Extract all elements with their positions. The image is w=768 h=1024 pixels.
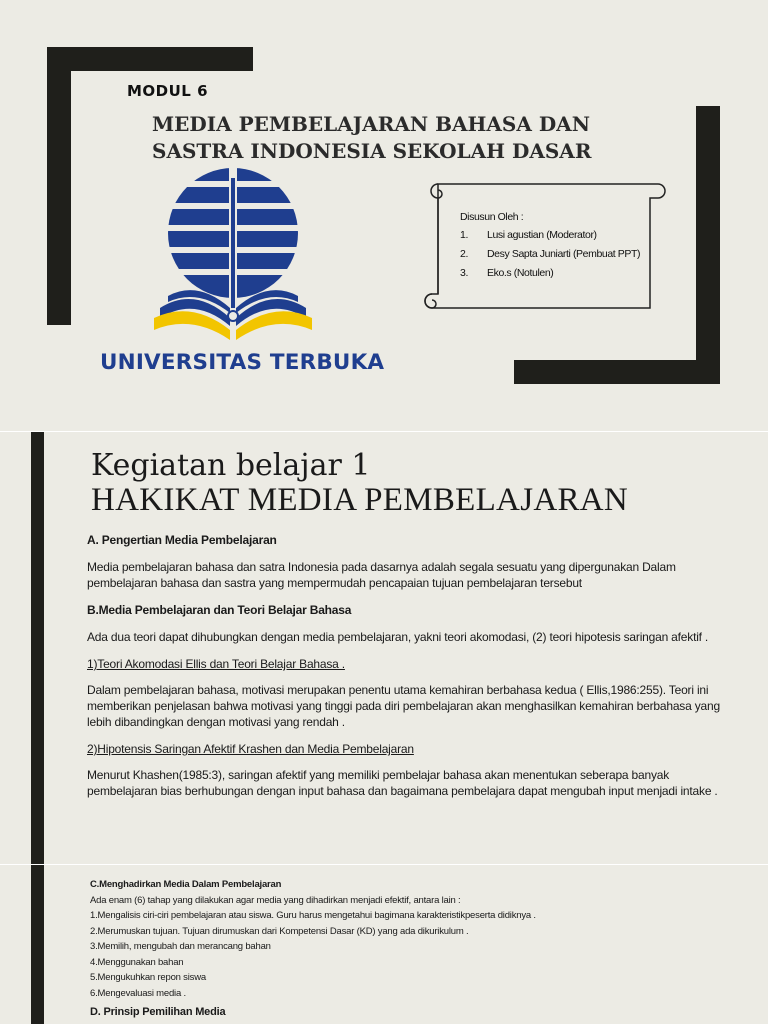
subsection-1-text: Dalam pembelajaran bahasa, motivasi merupakan penentu utama kemahiran berbahasa kedua ( Ellis,1986:255). Teori ini memberikan penjelasan bahwa motivasi yang tinggi pada diri pembelajaran akan menghasilkan kemahiran berbahasa yang lebih dibandingkan dengan motivasi yang rendah . (87, 683, 720, 729)
content-slide-2 (0, 865, 768, 1024)
subsection-1-heading: 1)Teori Akomodasi Ellis dan Teori Belajar Bahasa . (87, 657, 345, 671)
content-slide-1 (0, 432, 768, 864)
section-a-text: Media pembelajaran bahasa dan satra Indonesia pada dasarnya adalah segala sesuatu yang dipergunakan Dalam pembelajaran bahasa dan sastra yang mempermudah pencapaian tujuan pembelajaran tersebut (87, 560, 676, 590)
step-item: 1.Mengalisis ciri-ciri pembelajaran atau siswa. Guru harus mengetahui bagimana karakteristikpeserta didiknya . (90, 910, 536, 921)
credits-item-name: Lusi agustian (Moderator) (487, 229, 597, 241)
subsection-2-text: Menurut Khashen(1985:3), saringan afektif yang memiliki pembelajar bahasa akan menentukan seberapa banyak pembelajaran bias berhubungan dengan input bahasa dan bagaimana pembelajara dapat mengubah input menjadi intake . (87, 768, 718, 798)
university-name: UNIVERSITAS TERBUKA (100, 350, 385, 375)
section-c-heading: C.Menghadirkan Media Dalam Pembelajaran (90, 879, 282, 890)
step-item: 6.Mengevaluasi media . (90, 987, 186, 999)
slide-accent-bar (31, 432, 44, 864)
step-item: 4.Menggunakan bahan (90, 956, 184, 968)
credits-item (460, 229, 640, 248)
slide-title-line-2: HAKIKAT MEDIA PEMBELAJARAN (91, 482, 629, 518)
slide-title (152, 111, 591, 165)
credits-item (460, 248, 640, 267)
credits-item-number: 3. (460, 267, 468, 279)
section-c-intro: Ada enam (6) tahap yang dilakukan agar media yang dihadirkan menjadi efektif, antara lain : (90, 894, 461, 906)
credits-item (460, 267, 640, 286)
frame-corner-bottom-right-vertical (696, 106, 720, 384)
section-a-heading: A. Pengertian Media Pembelajaran (87, 533, 277, 547)
section-b-heading: B.Media Pembelajaran dan Teori Belajar Bahasa (87, 603, 352, 617)
slide-title-line-1: Kegiatan belajar 1 (91, 448, 371, 483)
frame-corner-bottom-right (514, 360, 720, 384)
credits-item-name: Desy Sapta Juniarti (Pembuat PPT) (487, 248, 641, 260)
frame-corner-top-left (47, 47, 253, 71)
slide-title-line-1: MEDIA PEMBELAJARAN BAHASA DAN (152, 112, 590, 136)
slide-title (91, 449, 628, 517)
slide-body (90, 877, 710, 1021)
step-item: 2.Merumuskan tujuan. Tujuan dirumuskan dari Kompetensi Dasar (KD) yang ada dikurikulum . (90, 925, 469, 937)
credits-item-number: 1. (460, 229, 468, 241)
credits-heading: Disusun Oleh : (460, 211, 524, 223)
section-b-text: Ada dua teori dapat dihubungkan dengan media pembelajaran, yakni teori akomodasi, (2) teori hipotesis saringan afektif . (87, 630, 709, 644)
slide-accent-bar (31, 865, 44, 1024)
frame-corner-top-left-vertical (47, 47, 71, 325)
university-logo-icon (150, 168, 314, 348)
step-item: 3.Memilih, mengubah dan merancang bahan (90, 941, 271, 952)
section-d-heading: D. Prinsip Pemilihan Media (90, 1006, 226, 1018)
credits-list (460, 211, 640, 286)
step-item: 5.Mengukuhkan repon siswa (90, 972, 206, 983)
title-slide (0, 0, 768, 431)
subsection-2-heading: 2)Hipotensis Saringan Afektif Krashen dan Media Pembelajaran (87, 742, 414, 756)
module-label: MODUL 6 (127, 82, 209, 100)
credits-item-number: 2. (460, 248, 468, 260)
credits-item-name: Eko.s (Notulen) (487, 267, 554, 279)
slide-title-line-2: SASTRA INDONESIA SEKOLAH DASAR (152, 139, 592, 163)
slide-body (87, 532, 722, 810)
